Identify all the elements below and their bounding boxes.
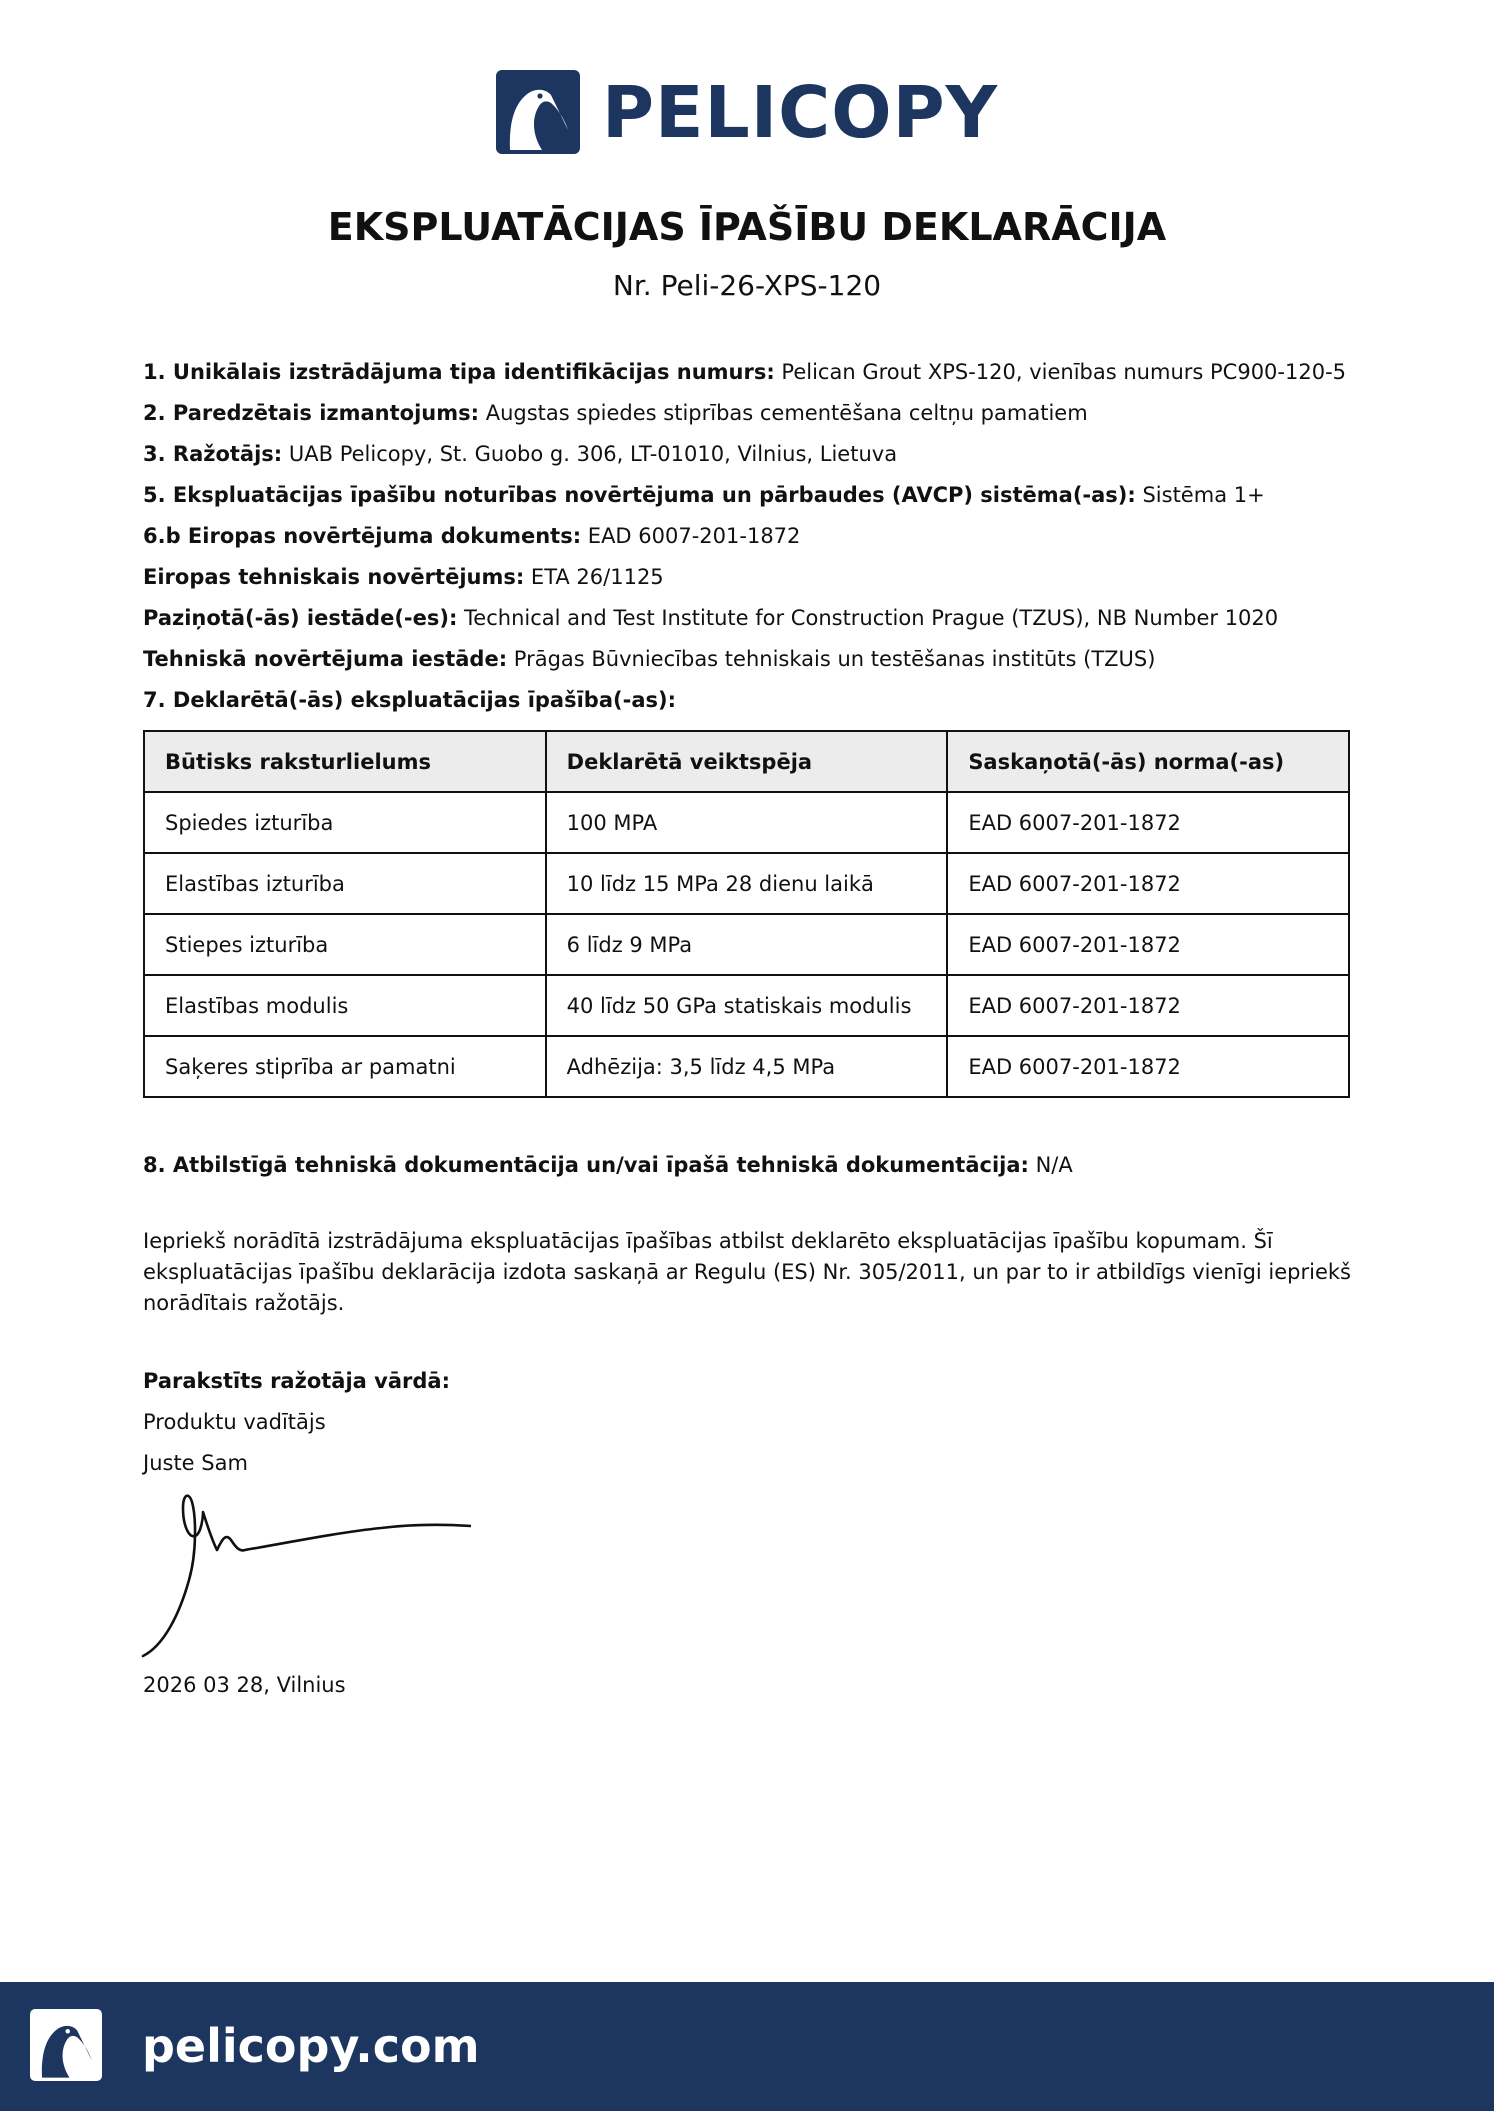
field-label: 3. Ražotājs:	[143, 442, 283, 466]
table-cell: Adhēzija: 3,5 līdz 4,5 MPa	[546, 1036, 948, 1097]
field-intended-use	[143, 393, 1353, 434]
field-notified-body	[143, 598, 1353, 639]
document-title: EKSPLUATĀCIJAS ĪPAŠĪBU DEKLARĀCIJA	[327, 205, 1167, 249]
field-assessment-body	[143, 639, 1353, 680]
table-header-cell: Saskaņotā(-ās) norma(-as)	[947, 731, 1349, 792]
field-value: Technical and Test Institute for Construction Prague (TZUS), NB Number 1020	[457, 606, 1279, 630]
table-cell: 6 līdz 9 MPa	[546, 914, 948, 975]
pelican-icon	[496, 70, 580, 154]
table-cell: EAD 6007-201-1872	[947, 853, 1349, 914]
field-label: 5. Ekspluatācijas īpašību noturības novērtējuma un pārbaudes (AVCP) sistēma(-as):	[143, 483, 1136, 507]
field-declared-performance	[143, 680, 1353, 721]
table-cell: EAD 6007-201-1872	[947, 975, 1349, 1036]
table-row	[144, 1036, 1349, 1097]
field-label: Tehniskā novērtējuma iestāde:	[143, 647, 508, 671]
brand-name: PELICOPY	[601, 70, 999, 154]
field-eta	[143, 557, 1353, 598]
field-value: Prāgas Būvniecības tehniskais un testēšanas institūts (TZUS)	[507, 647, 1156, 671]
table-cell: EAD 6007-201-1872	[947, 1036, 1349, 1097]
field-technical-documentation	[143, 1145, 1353, 1186]
field-label: 6.b Eiropas novērtējuma dokuments:	[143, 524, 582, 548]
signatory-position: Produktu vadītājs	[143, 1410, 326, 1434]
field-label: 2. Paredzētais izmantojums:	[143, 401, 480, 425]
pelican-icon	[30, 2009, 102, 2081]
table-row	[144, 975, 1349, 1036]
table-cell: Spiedes izturība	[144, 792, 546, 853]
field-product-id	[143, 352, 1353, 393]
field-value: Pelican Grout XPS-120, vienības numurs PC900-120-5	[774, 360, 1347, 384]
signature-heading: Parakstīts ražotāja vārdā:	[143, 1369, 450, 1393]
handwritten-signature	[141, 1488, 471, 1663]
field-value: Augstas spiedes stiprības cementēšana celtņu pamatiem	[479, 401, 1088, 425]
table-cell: Elastības modulis	[144, 975, 546, 1036]
field-ead	[143, 516, 1353, 557]
field-label: 8. Atbilstīgā tehniskā dokumentācija un/vai īpašā tehniskā dokumentācija:	[143, 1153, 1029, 1177]
header	[0, 68, 1494, 156]
field-value: ETA 26/1125	[524, 565, 664, 589]
table-cell: Saķeres stiprība ar pamatni	[144, 1036, 546, 1097]
document-number: Nr. Peli-26-XPS-120	[612, 269, 882, 302]
table-row	[144, 853, 1349, 914]
field-value: UAB Pelicopy, St. Guobo g. 306, LT-01010, Vilnius, Lietuva	[282, 442, 898, 466]
table-cell: 100 MPA	[546, 792, 948, 853]
table-header-row	[144, 731, 1349, 792]
table-cell: EAD 6007-201-1872	[947, 792, 1349, 853]
table-cell: 10 līdz 15 MPa 28 dienu laikā	[546, 853, 948, 914]
field-value: N/A	[1028, 1153, 1073, 1177]
table-cell: 40 līdz 50 GPa statiskais modulis	[546, 975, 948, 1036]
field-label: Eiropas tehniskais novērtējums:	[143, 565, 525, 589]
field-label: 1. Unikālais izstrādājuma tipa identifikācijas numurs:	[143, 360, 775, 384]
field-value: EAD 6007-201-1872	[581, 524, 801, 548]
field-manufacturer	[143, 434, 1353, 475]
document-body	[143, 352, 1353, 1706]
table-header-cell: Būtisks raksturlielums	[144, 731, 546, 792]
table-row	[144, 914, 1349, 975]
table-row	[144, 792, 1349, 853]
signature-date-place: 2026 03 28, Vilnius	[143, 1673, 346, 1697]
table-cell: Elastības izturība	[144, 853, 546, 914]
website-link[interactable]: pelicopy.com	[142, 2019, 480, 2073]
conformity-statement: Iepriekš norādītā izstrādājuma ekspluatācijas īpašības atbilst deklarēto ekspluatācijas īpašību kopumam. Šī ekspluatācijas īpašību deklarācija izdota saskaņā ar Regulu (ES) Nr. 305/2011, un par to ir atbildīgs vienīgi iepriekš norādītais ražotājs.	[143, 1229, 1351, 1315]
table-cell: Stiepes izturība	[144, 914, 546, 975]
signatory-name: Juste Sam	[143, 1451, 248, 1475]
field-label: 7. Deklarētā(-ās) ekspluatācijas īpašība(-as):	[143, 688, 676, 712]
field-label: Paziņotā(-ās) iestāde(-es):	[143, 606, 458, 630]
field-value: Sistēma 1+	[1135, 483, 1265, 507]
table-header-cell: Deklarētā veiktspēja	[546, 731, 948, 792]
field-avcp-system	[143, 475, 1353, 516]
table-cell: EAD 6007-201-1872	[947, 914, 1349, 975]
footer	[0, 1982, 1494, 2111]
performance-table	[143, 730, 1350, 1098]
